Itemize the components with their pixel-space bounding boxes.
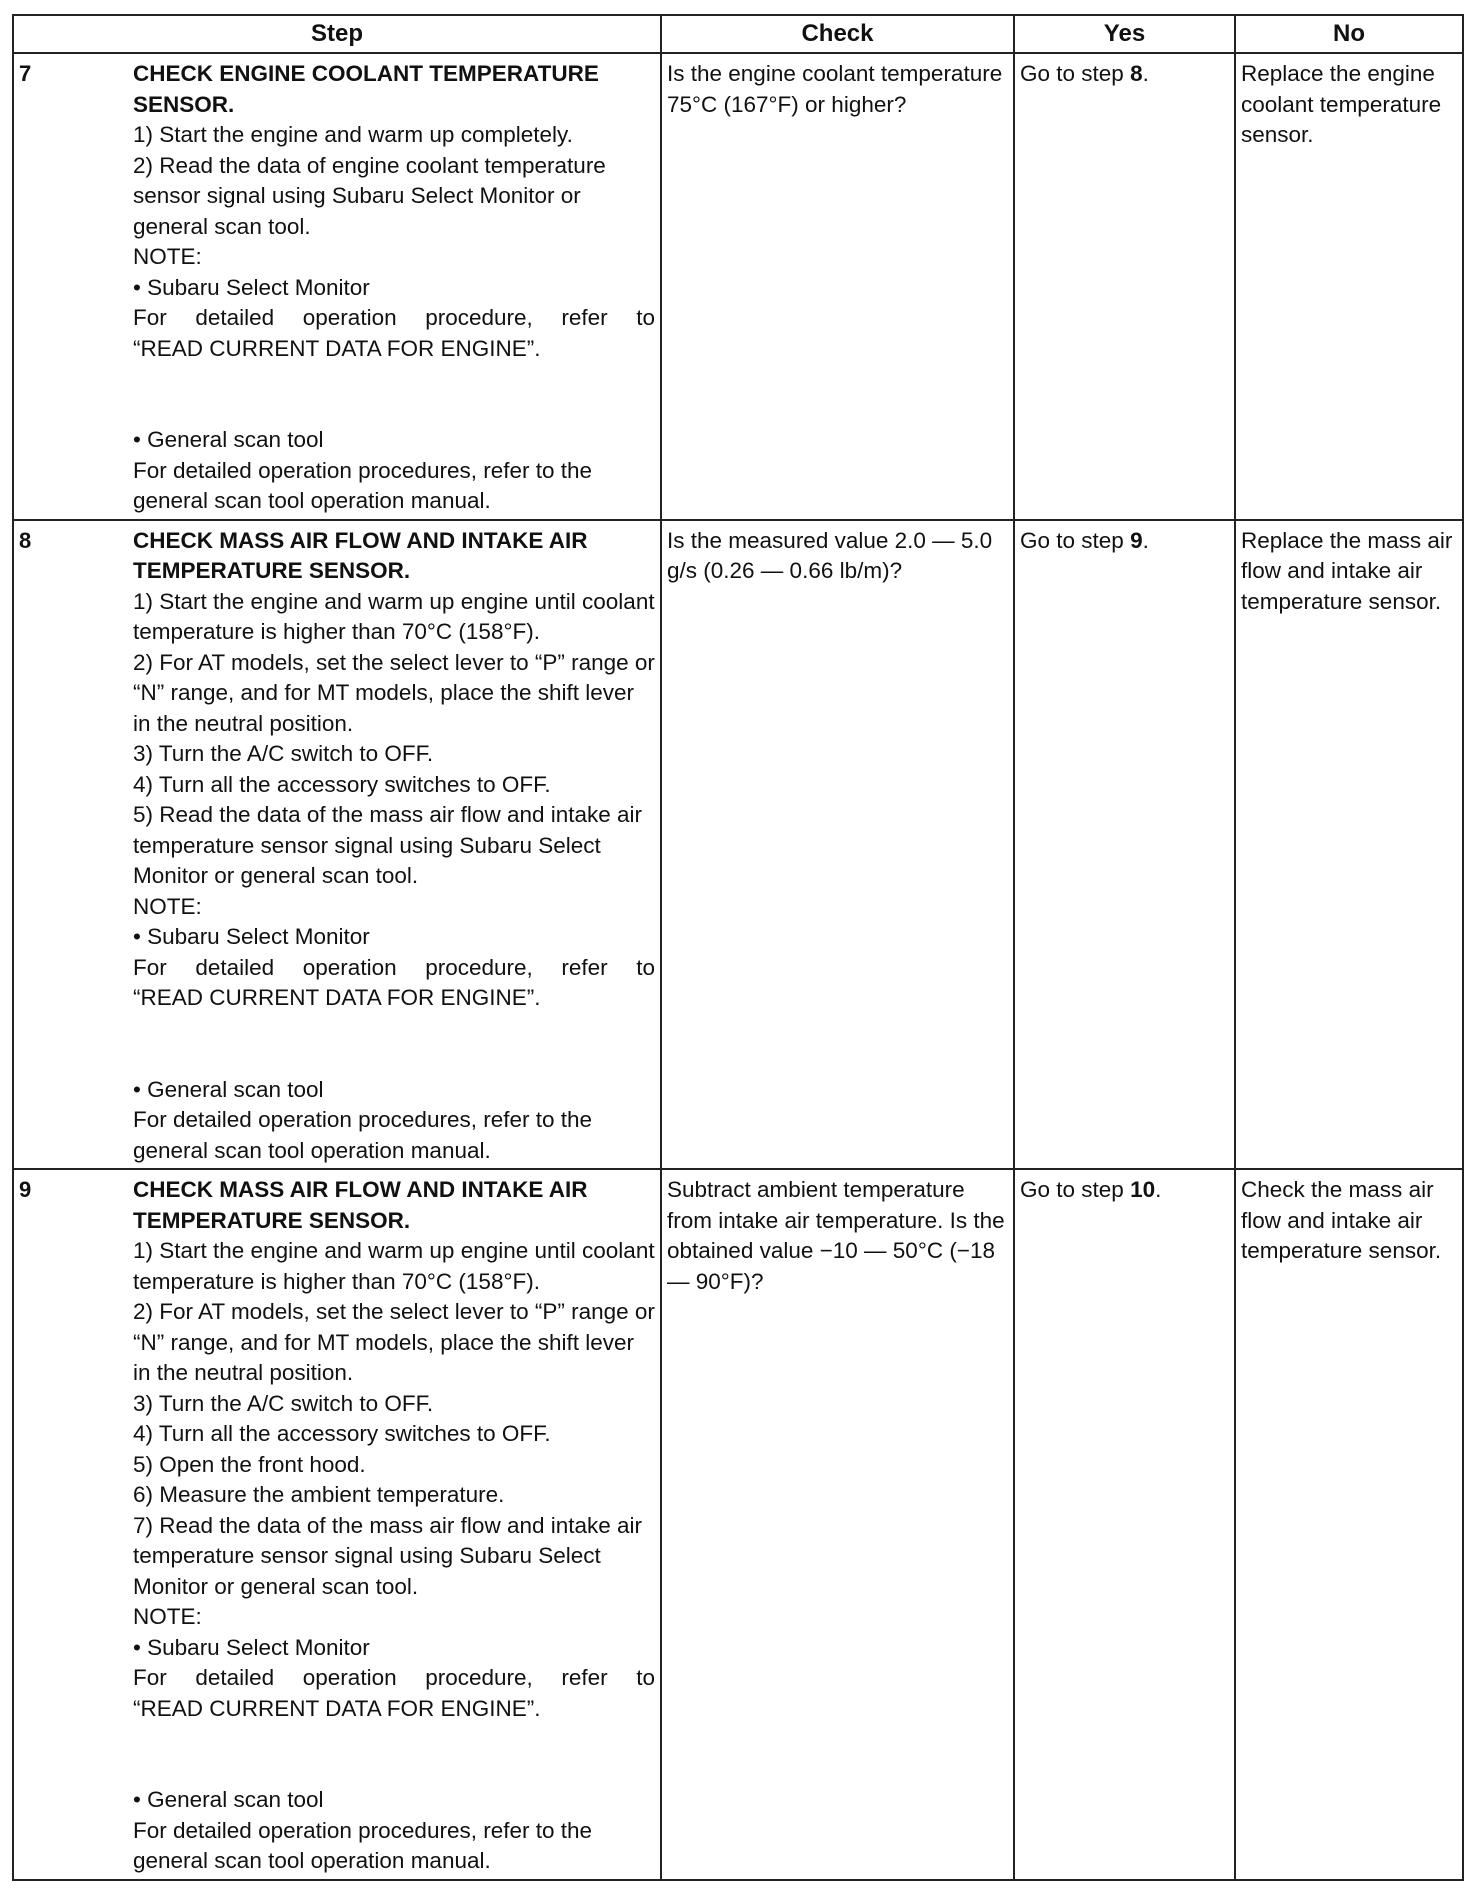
instruction-line: 3) Turn the A/C switch to OFF. [133, 741, 434, 766]
instruction-line: 7) Read the data of the mass air flow and intake air temperature sensor signal using Subaru Select Monitor or general scan tool. [133, 1512, 643, 1599]
note-ref-text: For detailed operation procedures, refer to the general scan tool operation manual. [133, 457, 593, 513]
instruction-line: 4) Turn all the accessory switches to OFF. [133, 1421, 551, 1446]
note-bullet-gst: • General scan tool [133, 425, 655, 456]
yes-cell [1014, 520, 1235, 1170]
table-row [13, 520, 1463, 1170]
step-number: 7 [19, 61, 32, 86]
instruction-line: 3) Turn the A/C switch to OFF. [133, 1390, 434, 1416]
note-ref-text: For detailed operation procedure, refer to [133, 1665, 655, 1690]
instruction-line: 1) Start the engine and warm up engine until coolant temperature is higher than 70°C (158°F). [133, 1238, 655, 1294]
instruction-line: 6) Measure the ambient temperature. [133, 1482, 505, 1507]
check-cell: Is the measured value 2.0 — 5.0 g/s (0.26 — 0.66 lb/m)? [661, 520, 1014, 1170]
step-title: CHECK MASS AIR FLOW AND INTAKE AIR TEMPERATURE SENSOR. [133, 1177, 588, 1233]
step-title: CHECK MASS AIR FLOW AND INTAKE AIR TEMPERATURE SENSOR. [133, 527, 588, 583]
step-cell [13, 53, 661, 520]
instruction-line: 5) Read the data of the mass air flow and intake air temperature sensor signal using Subaru Select Monitor or general scan tool. [133, 802, 643, 888]
no-cell: Check the mass air flow and intake air temperature sensor. [1235, 1169, 1463, 1880]
table-row [13, 53, 1463, 520]
yes-prefix: Go to step [1020, 61, 1131, 86]
yes-suffix: . [1142, 61, 1149, 86]
yes-step-link: 10 [1130, 1177, 1156, 1202]
note-bullet-ssm: • Subaru Select Monitor [133, 273, 655, 304]
note-ref-text: For detailed operation procedures, refer to the general scan tool operation manual. [133, 1817, 593, 1873]
instruction-line: 2) Read the data of engine coolant temperature sensor signal using Subaru Select Monitor or general scan tool. [133, 152, 606, 239]
spacer [133, 1724, 655, 1785]
note-bullet-gst: • General scan tool [133, 1075, 655, 1106]
note-ref-title: “READ CURRENT DATA FOR ENGINE”. [133, 985, 541, 1010]
step-title: CHECK ENGINE COOLANT TEMPERATURE SENSOR. [133, 61, 599, 117]
header-check: Check [661, 15, 1014, 53]
note-ref-text: For detailed operation procedures, refer to the general scan tool operation manual. [133, 1107, 593, 1163]
step-cell [13, 1169, 661, 1880]
yes-suffix: . [1155, 1177, 1162, 1202]
yes-cell [1014, 1169, 1235, 1880]
header-yes: Yes [1014, 15, 1235, 53]
table-row [13, 1169, 1463, 1880]
note-ref-text: For detailed operation procedure, refer to [133, 954, 655, 980]
note-ref-title: “READ CURRENT DATA FOR ENGINE”. [133, 335, 541, 361]
yes-suffix: . [1142, 527, 1149, 553]
note-ref-text: For detailed operation procedure, refer to [133, 305, 655, 330]
step-number: 9 [19, 1177, 32, 1202]
spacer [133, 364, 655, 425]
header-row [13, 15, 1463, 53]
note-bullet-gst: • General scan tool [133, 1785, 655, 1816]
header-no: No [1235, 15, 1463, 53]
no-cell: Replace the mass air flow and intake air temperature sensor. [1235, 520, 1463, 1170]
instruction-line: 2) For AT models, set the select lever to “P” range or “N” range, and for MT models, place the shift lever in the neutral position. [133, 649, 655, 736]
diagnostic-steps-table [12, 14, 1464, 1881]
instruction-line: 2) For AT models, set the select lever to “P” range or “N” range, and for MT models, place the shift lever in the neutral position. [133, 1299, 655, 1385]
note-label: NOTE: [133, 244, 202, 269]
yes-cell [1014, 53, 1235, 520]
yes-prefix: Go to step [1020, 1177, 1131, 1202]
note-bullet-ssm: • Subaru Select Monitor [133, 1633, 655, 1664]
no-cell: Replace the engine coolant temperature sensor. [1235, 53, 1463, 520]
yes-prefix: Go to step [1020, 527, 1131, 553]
note-ref-title: “READ CURRENT DATA FOR ENGINE”. [133, 1695, 541, 1721]
instruction-line: 1) Start the engine and warm up completely. [133, 122, 573, 147]
check-cell: Subtract ambient temperature from intake air temperature. Is the obtained value −10 — 50°C (−18 — 90°F)? [661, 1169, 1014, 1880]
yes-step-link: 8 [1130, 61, 1143, 86]
check-cell: Is the engine coolant temperature 75°C (167°F) or higher? [661, 53, 1014, 520]
instruction-line: 4) Turn all the accessory switches to OFF. [133, 771, 551, 797]
instruction-line: 5) Open the front hood. [133, 1451, 366, 1477]
note-label: NOTE: [133, 893, 202, 919]
spacer [133, 1014, 655, 1075]
header-step: Step [13, 15, 661, 53]
step-cell [13, 520, 661, 1170]
note-label: NOTE: [133, 1604, 202, 1629]
step-number: 8 [19, 527, 32, 553]
note-bullet-ssm: • Subaru Select Monitor [133, 922, 655, 953]
instruction-line: 1) Start the engine and warm up engine until coolant temperature is higher than 70°C (158°F). [133, 588, 655, 644]
yes-step-link: 9 [1130, 527, 1143, 553]
